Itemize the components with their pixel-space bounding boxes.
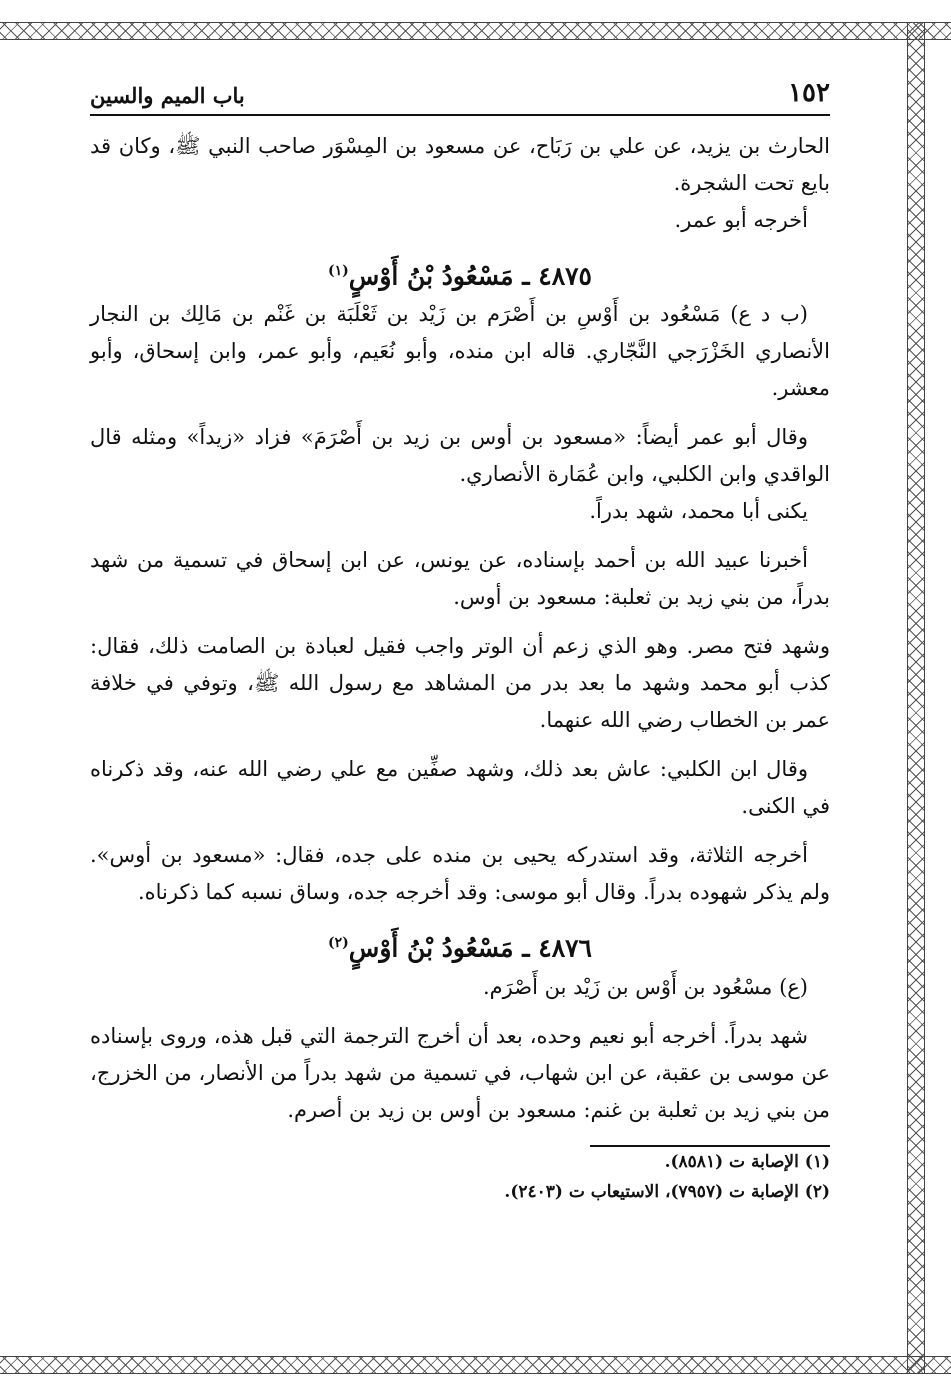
ornamental-border-top — [0, 22, 951, 40]
page-content — [90, 70, 830, 1207]
paragraph: وقال ابن الكلبي: عاش بعد ذلك، وشهد صفِّين مع علي رضي الله عنه، وقد ذكرناه في الكنى. — [90, 757, 830, 819]
footnote: (١) الإصابة ت (٨٥٨١). — [664, 1151, 830, 1172]
footnote-ref: (٢) — [328, 935, 349, 952]
page-header — [90, 70, 830, 116]
page-number: ١٥٢ — [788, 78, 830, 108]
paragraph: (ب د ع) مَسْعُود بن أَوْسِ بن أَصْرَم بن زَيْد بن ثَعْلَبَة بن غَنْم بن مَالِك بن النجار الأنصاري الخَزْرَجي النَّجّاري. قاله ابن منده، وأبو نُعَيم، وأبو عمر، وابن إسحاق، وأبو معشر. — [90, 302, 830, 401]
paragraph: شهد بدراً. أخرجه أبو نعيم وحده، بعد أن أخرج الترجمة التي قبل هذه، وروى بإسناده عن موسى بن عقبة، عن ابن شهاب، في تسمية من شهد بدراً من الأنصار، من الخزرج، من بني زيد بن ثعلبة بن غنم: مسعود بن أوس بن زيد بن أصرم. — [90, 1023, 830, 1122]
running-title: باب الميم والسين — [90, 83, 245, 108]
entry-heading — [90, 251, 830, 296]
paragraph: أخرجه أبو عمر. — [674, 208, 808, 232]
paragraph: (ع) مسْعُود بن أَوْس بن زَيْد بن أَصْرَم. — [483, 974, 808, 999]
ornamental-border-bottom — [0, 1356, 951, 1374]
entry-heading-text: ٤٨٧٥ ـ مَسْعُودُ بْنُ أَوْسٍ — [348, 261, 592, 291]
paragraph: وقال أبو عمر أيضاً: «مسعود بن أوس بن زيد بن أَصْرَمَ» فزاد «زيداً» ومثله قال الواقدي وابن الكلبي، وابن عُمَارة الأنصاري. — [90, 425, 830, 487]
entry-heading-text: ٤٨٧٦ ـ مَسْعُودُ بْنُ أَوْسٍ — [348, 933, 592, 963]
ornamental-border-right — [907, 22, 925, 1373]
footnote-ref: (١) — [328, 263, 349, 279]
footnote: (٢) الإصابة ت (٧٩٥٧)، الاستيعاب ت (٢٤٠٣). — [504, 1181, 830, 1202]
paragraph: أخبرنا عبيد الله بن أحمد بإسناده، عن يونس، عن ابن إسحاق في تسمية من شهد بدراً، من بني زيد بن ثعلبة: مسعود بن أوس. — [90, 548, 830, 610]
paragraph: وشهد فتح مصر. وهو الذي زعم أن الوتر واجب فقيل لعبادة بن الصامت ذلك، فقال: كذب أبو محمد وشهد ما بعد بدر من المشاهد مع رسول الله ﷺ، وتوفي في خلافة عمر بن الخطاب رضي الله عنهما. — [90, 634, 830, 733]
paragraph: يكنى أبا محمد، شهد بدراً. — [589, 499, 808, 524]
entry-heading — [90, 923, 830, 968]
paragraph: أخرجه الثلاثة، وقد استدركه يحيى بن منده على جده، فقال: «مسعود بن أوس». ولم يذكر شهوده بدراً. وقال أبو موسى: وقد أخرجه جده، وساق نسبه كما ذكرناه. — [90, 843, 830, 905]
paragraph: الحارث بن يزيد، عن علي بن رَبَاح، عن مسعود بن المِسْوَر صاحب النبي ﷺ، وكان قد بايع تحت الشجرة. — [90, 134, 830, 195]
